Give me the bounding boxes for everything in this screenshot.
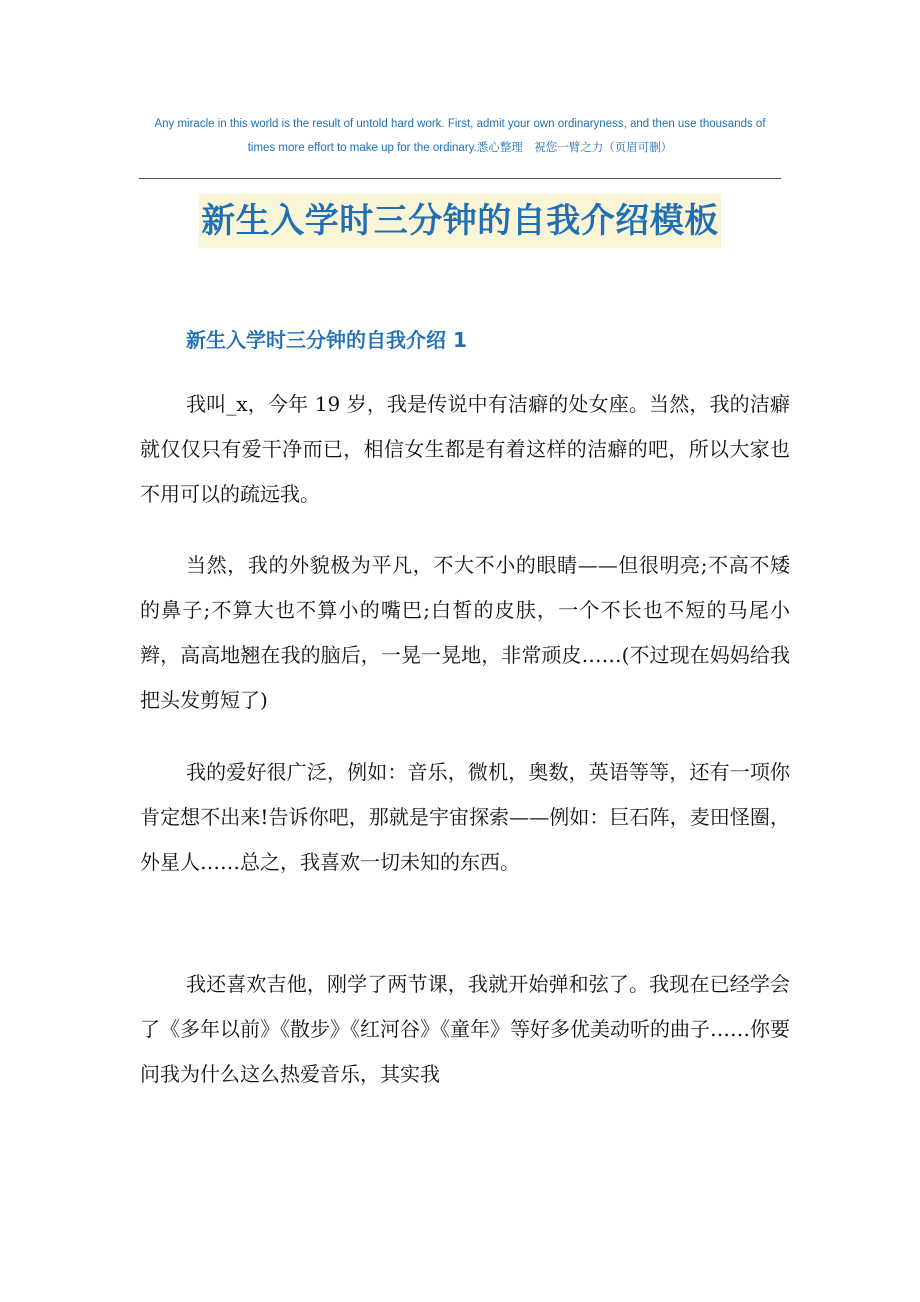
title-container xyxy=(0,194,920,248)
body-paragraph: 我叫_x，今年 19 岁，我是传说中有洁癖的处女座。当然，我的洁癖就仅仅只有爱干净而已，相信女生都是有着这样的洁癖的吧，所以大家也不用可以的疏远我。 xyxy=(140,392,790,506)
body-paragraph: 当然，我的外貌极为平凡，不大不小的眼睛——但很明亮;不高不矮的鼻子;不算大也不算小的嘴巴;白皙的皮肤，一个不长也不短的马尾小辫，高高地翘在我的脑后，一晃一晃地，非常顽皮……(不过现在妈妈给我把头发剪短了) xyxy=(140,553,790,712)
body-paragraph: 我的爱好很广泛，例如：音乐，微机，奥数，英语等等，还有一项你肯定想不出来!告诉你吧，那就是宇宙探索——例如：巨石阵，麦田怪圈，外星人……总之，我喜欢一切未知的东西。 xyxy=(140,760,790,874)
header-divider xyxy=(139,178,781,179)
section-heading: 新生入学时三分钟的自我介绍 1 xyxy=(186,328,467,352)
page-header-text: Any miracle in this world is the result of untold hard work. First, admit your own ordinaryness, and then use thousands of times more effort to make up for the ordinary.悉心整理 祝您一臂之力（页眉可删） xyxy=(154,118,766,154)
document-title: 新生入学时三分钟的自我介绍模板 xyxy=(199,194,721,248)
body-paragraph: 我还喜欢吉他，刚学了两节课，我就开始弹和弦了。我现在已经学会了《多年以前》《散步》《红河谷》《童年》等好多优美动听的曲子……你要问我为什么这么热爱音乐，其实我 xyxy=(140,972,790,1086)
